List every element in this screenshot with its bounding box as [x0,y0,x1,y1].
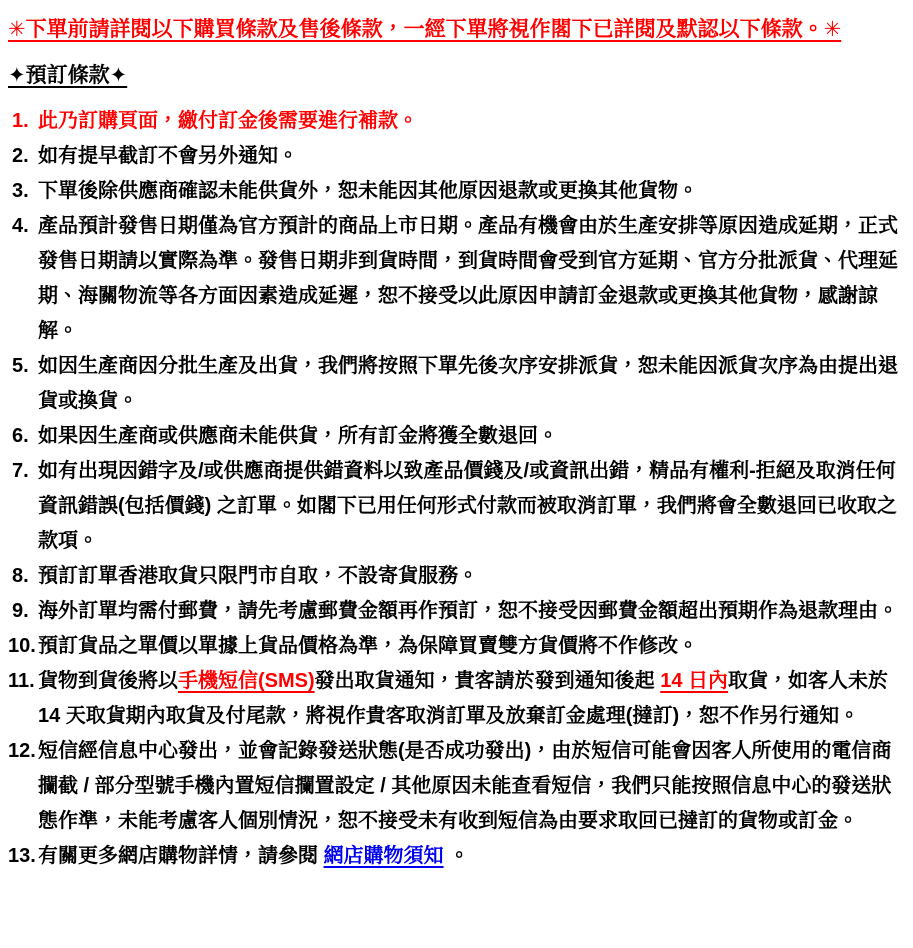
term-item-5 [8,349,907,419]
term-text: 取貨，如客人未於 14 天取貨期內取貨及付尾款，將視作貴客取消訂單及放棄訂金處理(撻訂)，恕不作另行通知。 [38,670,889,727]
term-text: 如有提早截訂不會另外通知。 [38,145,298,167]
term-text-body [38,349,907,419]
term-item-1 [8,104,907,139]
term-text: 如果因生產商或供應商未能供貨，所有訂金將獲全數退回。 [38,425,558,447]
term-number: 2. [12,145,29,167]
term-text: 產品預計發售日期僅為官方預計的商品上市日期。產品有機會由於生產安排等原因造成延期，正式發售日期請以實際為準。發售日期非到貨時間，到貨時間會受到官方延期、官方分批派貨、代理延期、海關物流等各方面因素造成延遲，恕不接受以此原因申請訂金退款或更換其他貨物，感謝諒解。 [38,215,898,342]
term-text: 此乃訂購頁面，繳付訂金後需要進行補款。 [38,110,418,132]
term-text: 貨物到貨後將以 [38,670,178,692]
term-number: 7. [12,460,29,482]
pre-order-notice-banner: ✳下單前請詳閱以下購買條款及售後條款，一經下單將視作閣下已詳閱及默認以下條款。✳ [8,18,842,41]
term-text-body [38,174,907,209]
term-text: 。 [443,845,470,867]
term-item-11 [8,664,907,734]
term-text: 如因生產商因分批生產及出貨，我們將按照下單先後次序安排派貨，恕未能因派貨次序為由提出退貨或換貨。 [38,355,898,412]
term-text-body [38,594,907,629]
term-text: 有關更多網店購物詳情，請參閱 [38,845,324,867]
term-number: 8. [12,565,29,587]
section-heading-preorder-terms: ✦預訂條款✦ [8,64,128,87]
term-text: 如有出現因錯字及/或供應商提供錯資料以致產品價錢及/或資訊出錯，精品有權利-拒絕及取消任何資訊錯誤(包括價錢) 之訂單。如閣下已用任何形式付款而被取消訂單，我們將會全數退回已收取之款項。 [38,460,897,552]
terms-list [8,104,907,874]
term-item-6 [8,419,907,454]
term-number: 9. [12,600,29,622]
term-item-8 [8,559,907,594]
term-text: 預訂訂單香港取貨只限門市自取，不設寄貨服務。 [38,565,478,587]
term-number: 10. [8,635,36,657]
term-text-body [38,139,907,174]
term-item-9 [8,594,907,629]
term-text-body [38,104,907,139]
term-number: 5. [12,355,29,377]
term-text-body [38,839,907,874]
term-text-body [38,419,907,454]
term-number: 12. [8,740,36,762]
term-item-13 [8,839,907,874]
term-item-2 [8,139,907,174]
term-text-body [38,629,907,664]
term-text-body [38,454,907,559]
term-item-12 [8,734,907,839]
term-text-body [38,734,907,839]
shop-guide-link[interactable]: 網店購物須知 [323,845,444,867]
term-highlight-text: 14 日內 [660,670,729,692]
term-text: 發出取貨通知，貴客請於發到通知後起 [314,670,661,692]
term-highlight-text: 手機短信(SMS) [178,670,315,692]
term-text-body [38,209,907,349]
term-item-7 [8,454,907,559]
term-text: 短信經信息中心發出，並會記錄發送狀態(是否成功發出)，由於短信可能會因客人所使用的電信商攔截 / 部分型號手機內置短信攔置設定 / 其他原因未能查看短信，我們只能按照信息中心的發送狀態作準，未能考慮客人個別情況，恕不接受未有收到短信為由要求取回已撻訂的貨物或訂金。 [38,740,892,832]
term-number: 3. [12,180,29,202]
term-number: 6. [12,425,29,447]
term-number: 4. [12,215,29,237]
term-item-3 [8,174,907,209]
term-text: 下單後除供應商確認未能供貨外，恕未能因其他原因退款或更換其他貨物。 [38,180,698,202]
term-text-body [38,559,907,594]
term-number: 13. [8,845,36,867]
term-text: 預訂貨品之單價以單據上貨品價格為準，為保障買賣雙方貨價將不作修改。 [38,635,698,657]
term-item-10 [8,629,907,664]
term-text-body [38,664,907,734]
term-item-4 [8,209,907,349]
term-number: 1. [12,110,29,132]
term-text: 海外訂單均需付郵費，請先考慮郵費金額再作預訂，恕不接受因郵費金額超出預期作為退款理由。 [38,600,898,622]
term-number: 11. [8,670,35,692]
